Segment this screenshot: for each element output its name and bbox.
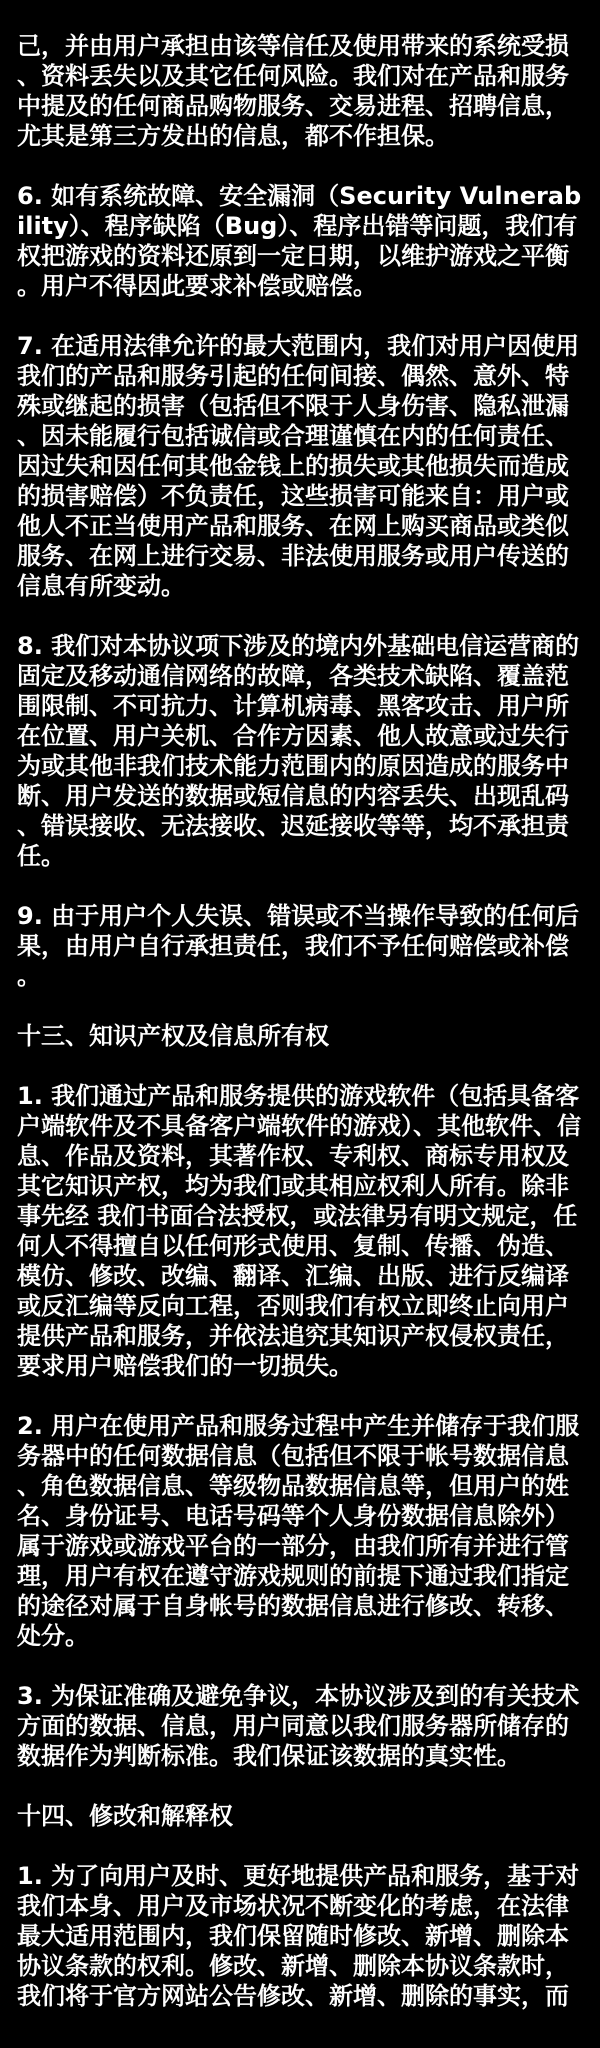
terms-paragraph: 9. 由于用户个人失误、错误或不当操作导致的任何后果，由用户自行承担责任，我们不予任何赔偿或补偿。	[17, 902, 580, 990]
section-heading-intellectual-property: 十三、知识产权及信息所有权	[17, 1022, 329, 1050]
terms-paragraph: 8. 我们对本协议项下涉及的境内外基础电信运营商的固定及移动通信网络的故障，各类技术缺陷、覆盖范围限制、不可抗力、计算机病毒、黑客攻击、用户所在位置、用户关机、合作方因素、他人故意或过失行为或其他非我们技术能力范围内的原因造成的服务中断、用户发送的数据或短信息的内容丢失、出现乱码、错误接收、无法接收、迟延接收等等，均不承担责任。	[17, 632, 580, 870]
terms-paragraph: 2. 用户在使用产品和服务过程中产生并储存于我们服务器中的任何数据信息（包括但不限于帐号数据信息、角色数据信息、等级物品数据信息等，但用户的姓名、身份证号、电话号码等个人身份数据信息除外）属于游戏或游戏平台的一部分，由我们所有并进行管理，用户有权在遵守游戏规则的前提下通过我们指定的途径对属于自身帐号的数据信息进行修改、转移、处分。	[17, 1412, 580, 1650]
terms-paragraph: 1. 我们通过产品和服务提供的游戏软件（包括具备客户端软件及不具备客户端软件的游戏）、其他软件、信息、作品及资料，其著作权、专利权、商标专用权及其它知识产权，均为我们或其相应权利人所有。除非事先经 我们书面合法授权，或法律另有明文规定，任何人不得擅自以任何形式使用、复制、传播、伪造、模仿、修改、改编、翻译、汇编、出版、进行反编译或反汇编等反向工程，否则我们有权立即终止向用户提供产品和服务，并依法追究其知识产权侵权责任，要求用户赔偿我们的一切损失。	[17, 1082, 581, 1380]
terms-paragraph: 3. 为保证准确及避免争议，本协议涉及到的有关技术方面的数据、信息，用户同意以我们服务器所储存的数据作为判断标准。我们保证该数据的真实性。	[17, 1682, 580, 1770]
terms-paragraph: 6. 如有系统故障、安全漏洞（Security Vulnerability）、程序缺陷（Bug）、程序出错等问题，我们有权把游戏的资料还原到一定日期，以维护游戏之平衡。用户不得因此要求补偿或赔偿。	[17, 182, 582, 300]
terms-paragraph: 7. 在适用法律允许的最大范围内，我们对用户因使用我们的产品和服务引起的任何间接、偶然、意外、特殊或继起的损害（包括但不限于人身伤害、隐私泄漏、因未能履行包括诚信或合理谨慎在内的任何责任、因过失和因任何其他金钱上的损失或其他损失而造成的损害赔偿）不负责任，这些损害可能来自：用户或他人不正当使用产品和服务、在网上购买商品或类似服务、在网上进行交易、非法使用服务或用户传送的信息有所变动。	[17, 332, 580, 600]
terms-paragraph: 己，并由用户承担由该等信任及使用带来的系统受损、资料丢失以及其它任何风险。我们对在产品和服务中提及的任何商品购物服务、交易进程、招聘信息，尤其是第三方发出的信息，都不作担保。	[17, 32, 569, 150]
section-heading-modification-rights: 十四、修改和解释权	[17, 1802, 233, 1830]
terms-paragraph: 1. 为了向用户及时、更好地提供产品和服务，基于对我们本身、用户及市场状况不断变化的考虑，在法律最大适用范围内，我们保留随时修改、新增、删除本协议条款的权利。修改、新增、删除本协议条款时，我们将于官方网站公告修改、新增、删除的事实，而	[17, 1862, 580, 2010]
